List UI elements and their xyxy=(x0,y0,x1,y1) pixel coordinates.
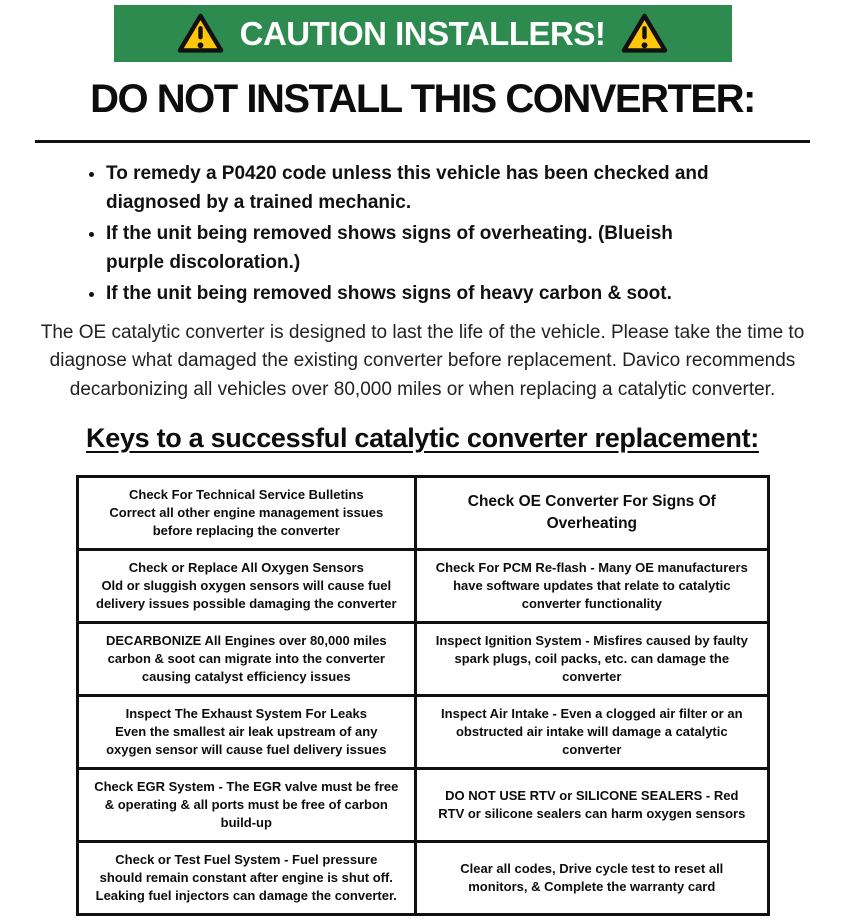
warning-bullet: • If the unit being removed shows signs of overheating. (Blueish purple discoloration.) xyxy=(106,220,734,277)
keys-table-cell-left xyxy=(77,696,416,769)
keys-table-cell-right: Check For PCM Re-flash - Many OE manufacturers have software updates that relate to catalytic converter functionality xyxy=(416,550,768,623)
table-row xyxy=(77,769,768,842)
cell-title: Inspect The Exhaust System For Leaks xyxy=(125,705,367,721)
warning-triangle-icon xyxy=(621,12,668,55)
keys-table-cell-left xyxy=(77,623,416,696)
keys-heading: Keys to a successful catalytic converter replacement: xyxy=(86,423,759,453)
keys-table xyxy=(76,475,770,916)
cell-body: Correct all other engine management issues before replacing the converter xyxy=(109,504,384,539)
keys-table-cell-left xyxy=(77,842,416,915)
warning-bullet: • To remedy a P0420 code unless this vehicle has been checked and diagnosed by a trained mechanic. xyxy=(106,160,734,217)
keys-table-cell-right: Check OE Converter For Signs Of Overheating xyxy=(416,477,768,550)
cell-title: Check For Technical Service Bulletins xyxy=(129,486,364,502)
cell-title: Check or Replace All Oxygen Sensors xyxy=(128,559,364,575)
oe-converter-note: The OE catalytic converter is designed to last the life of the vehicle. Please take the time to diagnose what damaged the existing converter before replacement. Davico recommends decarbonizing all vehicles over 80,000 miles or when replacing a catalytic converter. xyxy=(40,321,805,400)
table-row xyxy=(77,696,768,769)
cell-body: Check or Test Fuel System - Fuel pressure should remain constant after engine is shut off. Leaking fuel injectors can damage the converter. xyxy=(95,851,397,904)
keys-table-cell-left xyxy=(77,769,416,842)
keys-table-cell-right: Inspect Ignition System - Misfires caused by faulty spark plugs, coil packs, etc. can damage the converter xyxy=(416,623,768,696)
caution-flyer xyxy=(0,5,845,924)
keys-table-cell-right: Inspect Air Intake - Even a clogged air filter or an obstructed air intake will damage a catalytic converter xyxy=(416,696,768,769)
table-row xyxy=(77,477,768,550)
table-row xyxy=(77,842,768,915)
divider-line xyxy=(35,140,810,143)
keys-table-cell-left xyxy=(77,477,416,550)
banner-title: CAUTION INSTALLERS! xyxy=(239,14,606,52)
table-row xyxy=(77,550,768,623)
keys-table-cell-right: DO NOT USE RTV or SILICONE SEALERS - Red RTV or silicone sealers can harm oxygen sensors xyxy=(416,769,768,842)
warning-triangle-icon xyxy=(177,12,224,55)
cell-body: DECARBONIZE All Engines over 80,000 miles carbon & soot can migrate into the converter causing catalyst efficiency issues xyxy=(106,632,387,685)
cell-body: Old or sluggish oxygen sensors will cause fuel delivery issues possible damaging the converter xyxy=(96,577,397,612)
table-row xyxy=(77,623,768,696)
headline: DO NOT INSTALL THIS CONVERTER: xyxy=(90,77,755,121)
cell-body: Check EGR System - The EGR valve must be free & operating & all ports must be free of carbon build-up xyxy=(94,778,399,831)
warning-bullet: • If the unit being removed shows signs of heavy carbon & soot. xyxy=(106,280,734,309)
keys-table-cell-left xyxy=(77,550,416,623)
cell-body: Even the smallest air leak upstream of any oxygen sensor will cause fuel delivery issues xyxy=(106,723,387,758)
caution-banner xyxy=(114,5,732,62)
warning-bullet-list xyxy=(86,160,734,309)
keys-table-cell-right: Clear all codes, Drive cycle test to reset all monitors, & Complete the warranty card xyxy=(416,842,768,915)
